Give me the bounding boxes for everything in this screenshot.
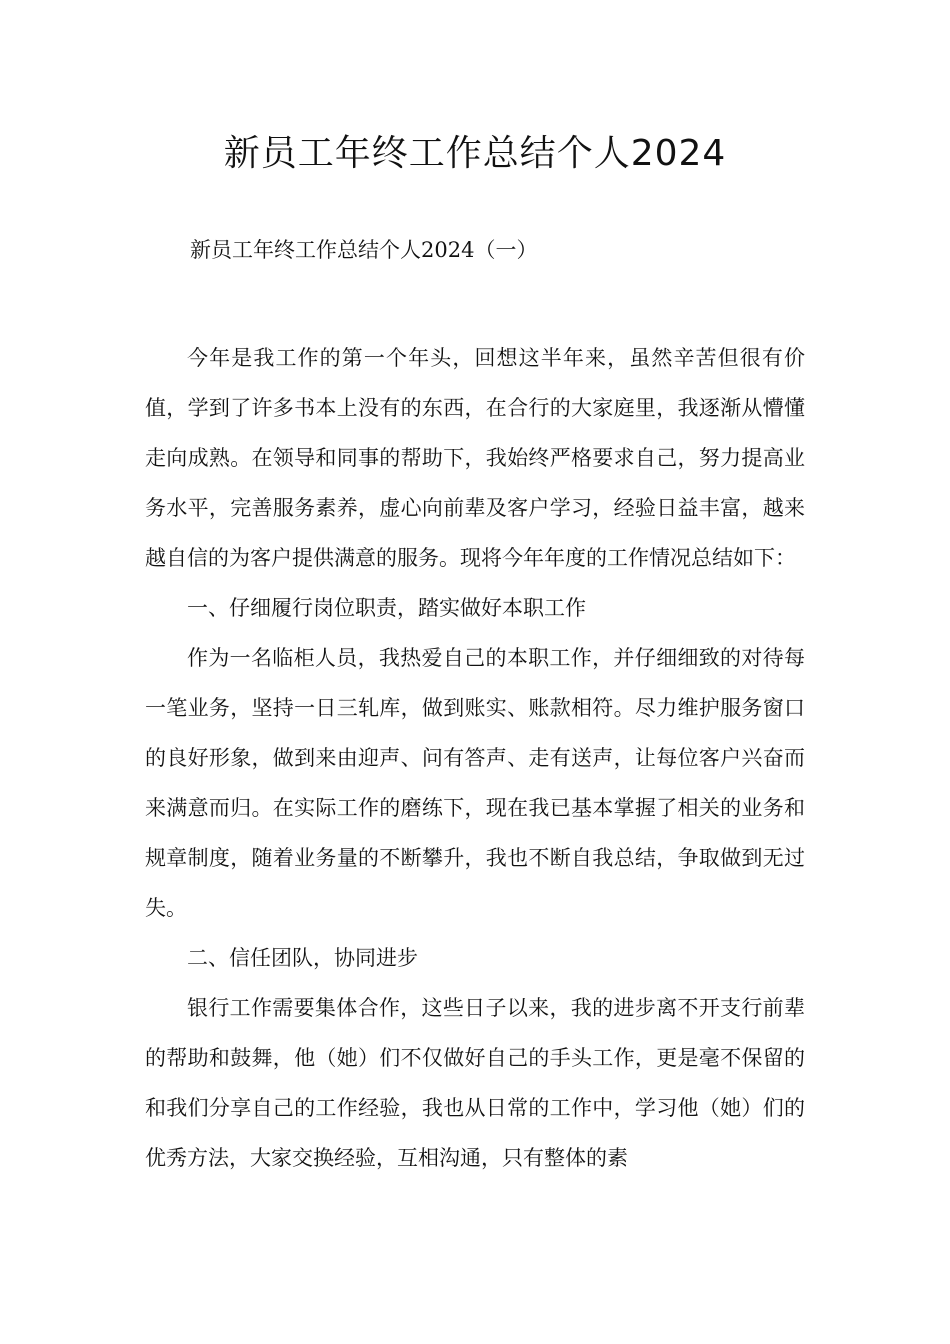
section-heading-1: 一、仔细履行岗位职责，踏实做好本职工作 bbox=[187, 596, 586, 620]
section-heading-2: 二、信任团队，协同进步 bbox=[187, 946, 418, 970]
paragraph-section-1: 作为一名临柜人员，我热爱自己的本职工作，并仔细细致的对待每一笔业务，坚持一日三轧库，做到账实、账款相符。尽力维护服务窗口的良好形象，做到来由迎声、问有答声、走有送声，让每位客户兴奋而来满意而归。在实际工作的磨练下，现在我已基本掌握了相关的业务和规章制度，随着业务量的不断攀升，我也不断自我总结，争取做到无过失。 bbox=[145, 646, 805, 920]
paragraph-intro: 今年是我工作的第一个年头，回想这半年来，虽然辛苦但很有价值，学到了许多书本上没有的东西，在合行的大家庭里，我逐渐从懵懂走向成熟。在领导和同事的帮助下，我始终严格要求自己，努力提高业务水平，完善服务素养，虚心向前辈及客户学习，经验日益丰富，越来越自信的为客户提供满意的服务。现将今年年度的工作情况总结如下： bbox=[145, 346, 805, 570]
document-title: 新员工年终工作总结个人2024 bbox=[223, 133, 727, 174]
document-subtitle: 新员工年终工作总结个人2024（一） bbox=[190, 238, 538, 262]
paragraph-section-2: 银行工作需要集体合作，这些日子以来，我的进步离不开支行前辈的帮助和鼓舞，他（她）们不仅做好自己的手头工作，更是毫不保留的和我们分享自己的工作经验，我也从日常的工作中，学习他（她）们的优秀方法，大家交换经验，互相沟通，只有整体的素 bbox=[145, 996, 805, 1170]
document-body bbox=[145, 333, 805, 1183]
